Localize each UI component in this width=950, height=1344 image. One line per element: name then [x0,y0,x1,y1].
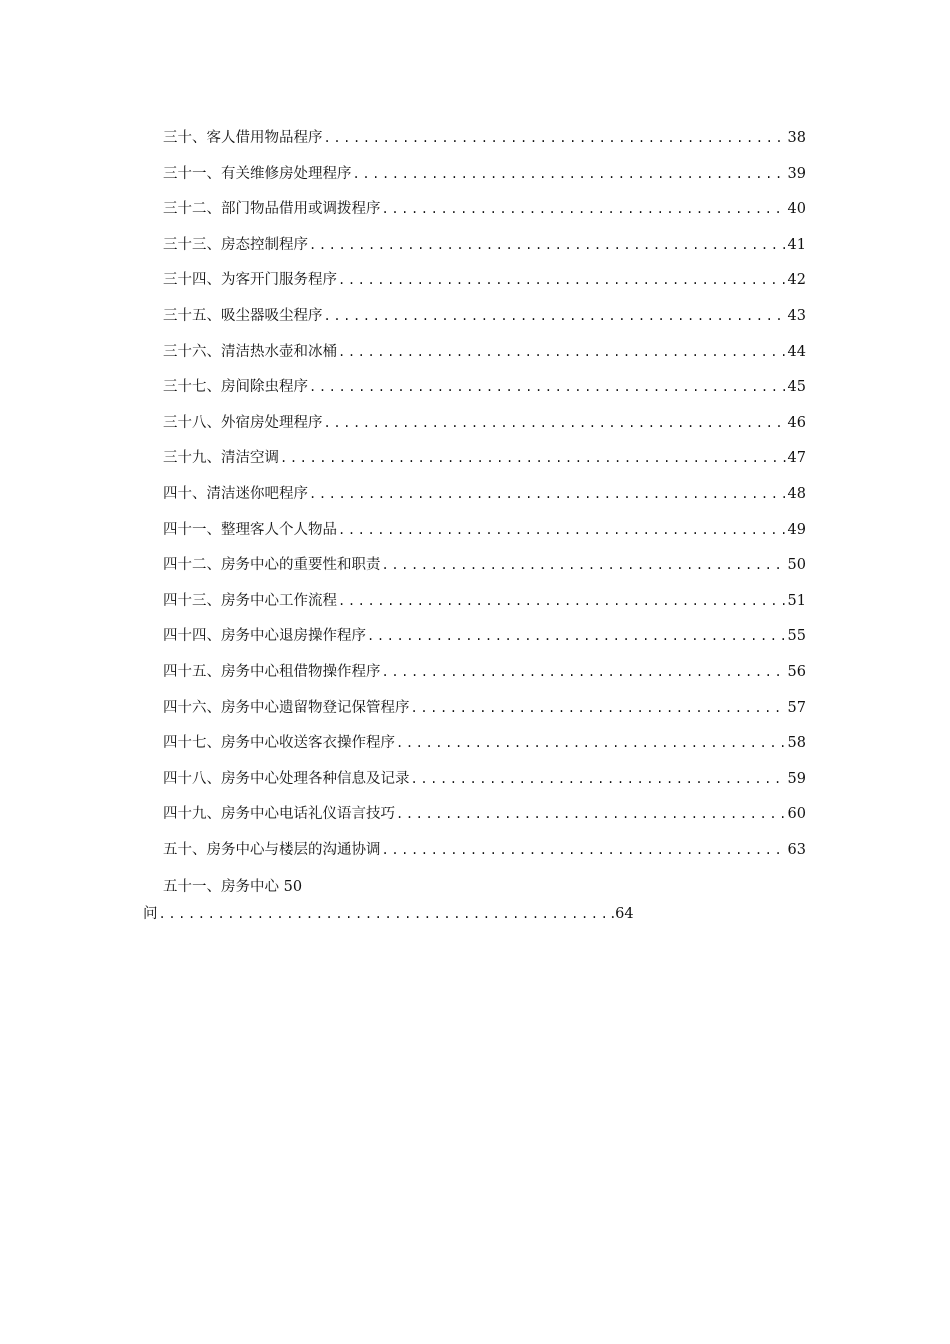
toc-leader-dots [395,803,786,825]
toc-entry[interactable] [163,269,806,305]
table-of-contents [163,127,806,874]
toc-entry-wrapped-line2[interactable] [143,903,643,925]
toc-leader-dots [279,447,786,469]
toc-entry-page: 41 [787,236,806,253]
toc-entry[interactable] [163,554,806,590]
toc-leader-dots [323,127,786,149]
toc-leader-dots [410,697,786,719]
toc-leader-dots [366,625,786,647]
toc-entry-title: 三十九、清洁空调 [163,450,279,467]
toc-leader-dots [381,839,786,861]
toc-entry-page: 46 [787,414,806,431]
toc-entry[interactable] [163,483,806,519]
toc-entry-title: 四十七、房务中心收送客衣操作程序 [163,735,395,752]
toc-entry[interactable] [163,519,806,555]
toc-entry-page: 51 [787,592,806,609]
toc-entry-title: 三十七、房间除虫程序 [163,379,308,396]
toc-entry-page: 50 [787,557,806,574]
toc-entry-title: 四十五、房务中心租借物操作程序 [163,663,381,680]
toc-leader-dots [308,376,786,398]
toc-entry-title: 四十六、房务中心遗留物登记保管程序 [163,699,410,716]
toc-entry-page: 44 [787,343,806,360]
toc-leader-dots [337,519,786,541]
toc-entry[interactable] [163,163,806,199]
toc-entry-page: .64 [610,906,634,922]
toc-entry-title: 四十一、整理客人个人物品 [163,521,337,538]
toc-entry-page: 40 [787,201,806,218]
toc-entry-page: 42 [787,272,806,289]
toc-entry[interactable] [163,447,806,483]
toc-leader-dots [410,768,786,790]
toc-entry-title: 三十六、清洁热水壶和冰桶 [163,343,337,360]
toc-leader-dots [381,554,786,576]
toc-entry[interactable] [163,590,806,626]
toc-leader-dots [308,483,786,505]
toc-entry-page: 56 [787,663,806,680]
toc-entry[interactable] [163,839,806,875]
toc-leader-dots [381,661,786,683]
toc-entry-title: 四十四、房务中心退房操作程序 [163,628,366,645]
toc-entry[interactable] [163,341,806,377]
toc-entry[interactable] [163,803,806,839]
toc-entry-page: 39 [787,165,806,182]
toc-entry-page: 55 [787,628,806,645]
toc-leader-dots [381,198,786,220]
toc-leader-dots [158,903,611,925]
toc-entry-title: 三十二、部门物品借用或调拨程序 [163,201,381,218]
toc-leader-dots [337,269,786,291]
toc-entry-title: 四十九、房务中心电话礼仪语言技巧 [163,806,395,823]
toc-entry-page: 47 [787,450,806,467]
toc-leader-dots [323,412,786,434]
toc-entry-page: 38 [787,130,806,146]
toc-entry[interactable] [163,697,806,733]
toc-entry-page: 43 [787,307,806,324]
toc-entry-page: 48 [787,485,806,502]
toc-entry[interactable] [163,234,806,270]
toc-entry[interactable] [163,412,806,448]
toc-entry-page: 59 [787,770,806,787]
toc-entry-title: 三十三、房态控制程序 [163,236,308,253]
toc-entry-title: 三十五、吸尘器吸尘程序 [163,307,323,324]
toc-entry-page: 63 [787,841,806,858]
toc-entry-page: 45 [787,379,806,396]
toc-entry-title: 三十八、外宿房处理程序 [163,414,323,431]
toc-entry[interactable] [163,305,806,341]
toc-entry-title-continued: 问 [143,906,158,922]
toc-leader-dots [337,341,786,363]
toc-entry-title: 五十、房务中心与楼层的沟通协调 [163,841,381,858]
toc-entry-page: 60 [787,806,806,823]
toc-entry[interactable] [163,732,806,768]
toc-entry-title: 三十四、为客开门服务程序 [163,272,337,289]
toc-entry-title: 三十一、有关维修房处理程序 [163,165,352,182]
toc-entry[interactable] [163,198,806,234]
toc-entry-title: 四十八、房务中心处理各种信息及记录 [163,770,410,787]
toc-entry[interactable] [163,376,806,412]
toc-entry-title: 四十、清洁迷你吧程序 [163,485,308,502]
toc-entry-page: 49 [787,521,806,538]
toc-entry-title: 五十一、房务中心 50 [163,879,303,895]
toc-entry[interactable] [163,625,806,661]
toc-leader-dots [352,163,786,185]
toc-entry-title: 四十二、房务中心的重要性和职责 [163,557,381,574]
toc-leader-dots [337,590,786,612]
toc-entry[interactable] [163,661,806,697]
toc-leader-dots [308,234,786,256]
toc-entry-page: 57 [787,699,806,716]
toc-entry-wrapped-line1[interactable] [163,876,302,898]
toc-leader-dots [395,732,786,754]
toc-entry[interactable] [163,768,806,804]
toc-leader-dots [323,305,786,327]
toc-entry[interactable] [163,127,806,163]
toc-entry-title: 三十、客人借用物品程序 [163,130,323,146]
toc-entry-title: 四十三、房务中心工作流程 [163,592,337,609]
toc-entry-page: 58 [787,735,806,752]
